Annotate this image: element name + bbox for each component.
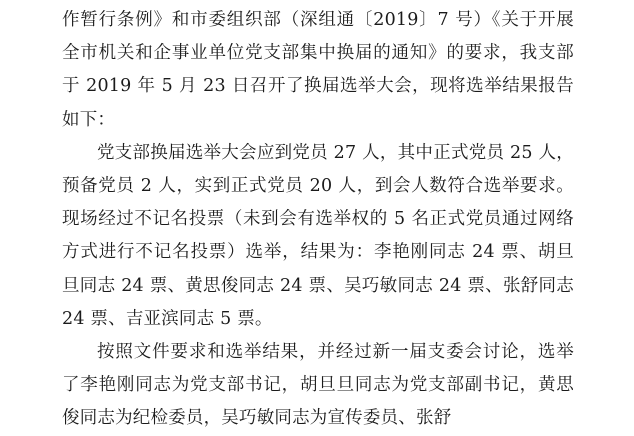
document-paragraph: 党支部换届选举大会应到党员 27 人，其中正式党员 25 人，预备党员 2 人，实到正式党员 20 人，到会人数符合选举要求。现场经过不记名投票（未到会有选举权的 5 名正式党员通过网络方式进行不记名投票）选举，结果为：李艳刚同志 24 票、胡旦旦同志 24 票、黄思俊同志 24 票、吴巧敏同志 24 票、张舒同志 24 票、吉亚滨同志 5 票。 (62, 142, 574, 329)
document-body (62, 4, 574, 436)
document-paragraph: 作暂行条例》和市委组织部（深组通〔2019〕7 号）《关于开展全市机关和企事业单位党支部集中换届的通知》的要求，我支部于 2019 年 5 月 23 日召开了换届选举大会，现将选举结果报告如下： (62, 10, 574, 130)
document-paragraph: 按照文件要求和选举结果，并经过新一届支委会讨论，选举了李艳刚同志为党支部书记，胡旦旦同志为党支部副书记，黄思俊同志为纪检委员，吴巧敏同志为宣传委员、张舒 (62, 342, 574, 429)
